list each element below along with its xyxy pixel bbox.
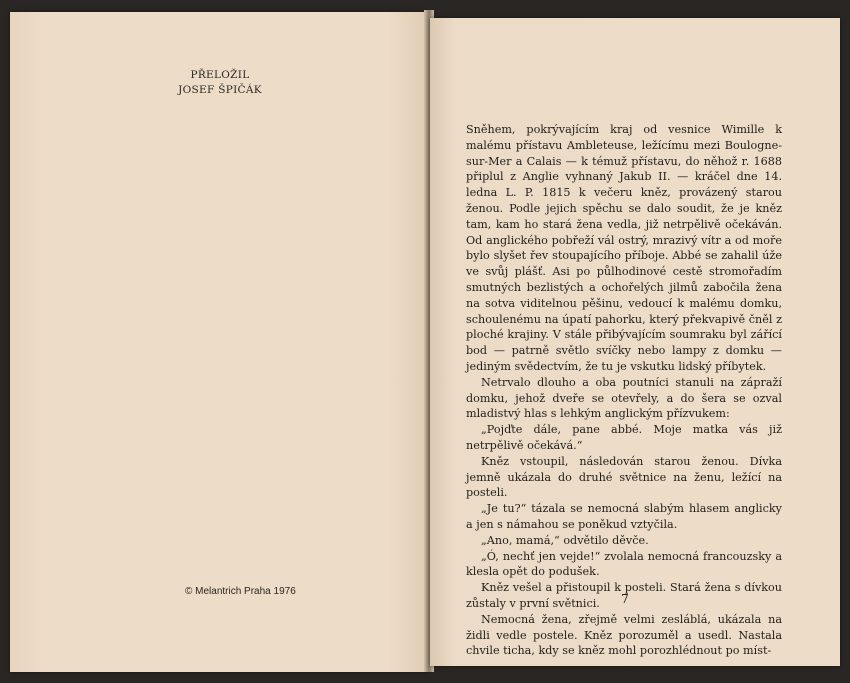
- translator-label: PŘELOŽIL: [190, 69, 250, 81]
- left-page: [10, 12, 430, 672]
- body-text: [466, 122, 782, 659]
- paragraph: Kněz vstoupil, následován starou ženou. Dívka jemně ukázala do druhé světnice na ženu, ležící na posteli.: [466, 454, 782, 500]
- translator-name: JOSEF ŠPIČÁK: [178, 84, 262, 96]
- paragraph: „Ó, nechť jen vejde!“ zvolala nemocná francouzsky a klesla opět do podušek.: [466, 549, 782, 579]
- paragraph: „Je tu?“ tázala se nemocná slabým hlasem anglicky a jen s námahou se poněkud vztyčila.: [466, 502, 782, 531]
- paragraph: Netrvalo dlouho a oba poutníci stanuli na zápraží domku, jehož dveře se otevřely, a do šera se ozval mladistvý hlas s lehkým anglickým přízvukem:: [466, 375, 782, 421]
- paragraph: Nemocná žena, zřejmě velmi zesláblá, ukázala na židli vedle postele. Kněz porozuměl a usedl. Nastala chvile ticha, kdy se kněz mohl porozhlédnout po míst-: [466, 612, 782, 658]
- paragraph: „Pojďte dále, pane abbé. Moje matka vás již netrpělivě očekává.“: [466, 423, 782, 452]
- paragraph: Sněhem, pokrývajícím kraj od vesnice Wimille k malému přístavu Ambleteuse, ležícímu mezi Boulogne-sur-Mer a Calais — k témuž přístavu, do něhož r. 1688 připlul z Anglie vyhnaný Jakub II. — kráčel dne 14. ledna L. P. 1815 k večeru kněz, provázený starou ženou. Podle jejich spěchu se dalo soudit, že je kněz tam, kam ho stará žena vedla, již netrpělivě očekáván. Od anglického pobřeží vál ostrý, mrazivý vítr a od moře bylo slyšet řev stoupajícího příboje. Abbé se zahalil úže ve svůj plášť. Asi po půlhodinové cestě stromořadím smutných bezlistých a ochořelých jilmů zabočila žena na sotva viditelnou pěšinu, vedoucí k malému domku, schoulenému na úpatí pahorku, který překvapivě čněl z ploché krajiny. V stále přibývajícím soumraku byl zářící bod — patrně světlo svíčky nebo lampy z domku — jediným svědectvím, že tu je vskutku lidský příbytek.: [466, 123, 782, 373]
- paragraph: „Ano, mamá,“ odvětilo děvče.: [481, 533, 649, 547]
- page-number: 7: [621, 592, 629, 606]
- paragraph: Kněz vešel a přistoupil k posteli. Stará žena s dívkou zůstaly v první světnici.: [466, 581, 782, 610]
- translator-credit: [10, 68, 430, 98]
- copyright-notice: © Melantrich Praha 1976: [185, 586, 296, 597]
